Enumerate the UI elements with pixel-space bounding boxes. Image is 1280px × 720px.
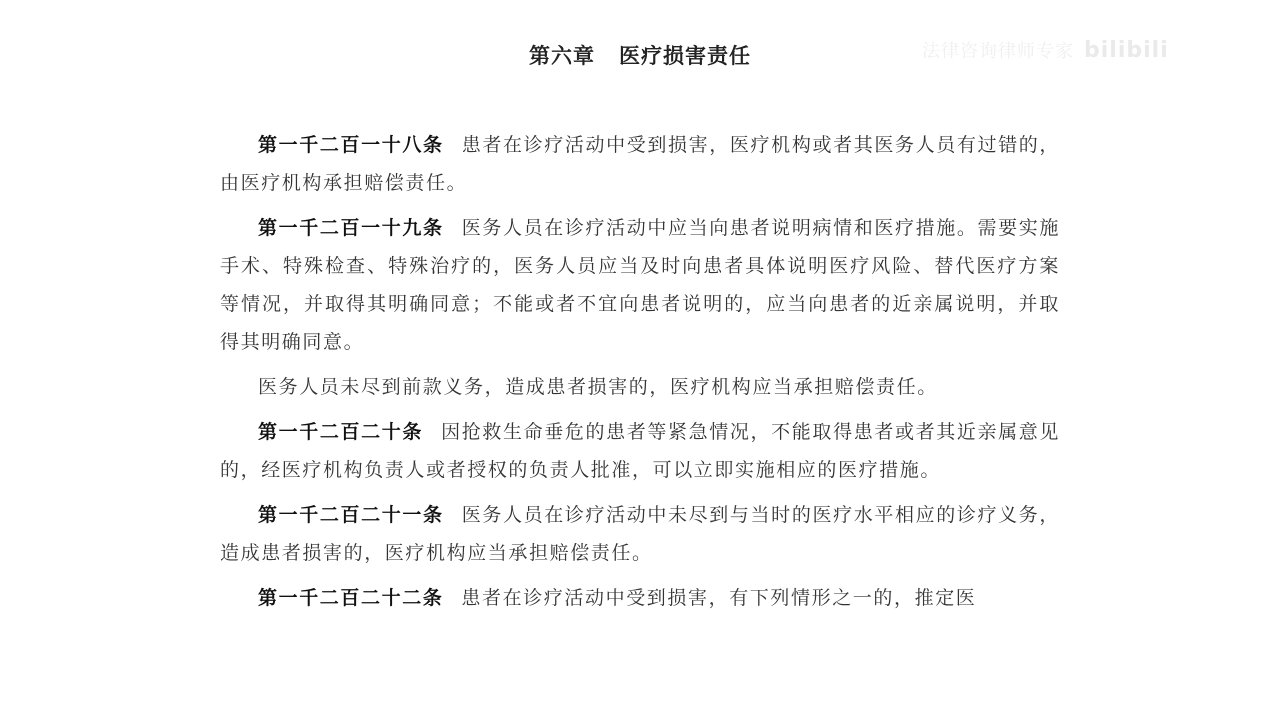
article-number: 第一千二百一十八条 bbox=[258, 134, 444, 156]
chapter-name: 医疗损害责任 bbox=[619, 44, 751, 68]
chapter-title bbox=[0, 37, 1280, 70]
article-text: 因抢救生命垂危的患者等紧急情况，不能取得患者或者其近亲属意见的，经医疗机构负责人或者授权的负责人批准，可以立即实施相应的医疗措施。 bbox=[220, 421, 1060, 481]
watermark-text: 法律咨询律师专家 bbox=[922, 41, 1074, 62]
chapter-number: 第六章 bbox=[529, 44, 595, 68]
article-number: 第一千二百二十一条 bbox=[258, 504, 444, 526]
article-number: 第一千二百一十九条 bbox=[258, 217, 444, 239]
article-text: 医务人员在诊疗活动中未尽到与当时的医疗水平相应的诊疗义务，造成患者损害的，医疗机构应当承担赔偿责任。 bbox=[220, 504, 1061, 564]
paragraph bbox=[220, 496, 1060, 572]
paragraph bbox=[220, 413, 1060, 489]
article-text: 患者在诊疗活动中受到损害，医疗机构或者其医务人员有过错的，由医疗机构承担赔偿责任。 bbox=[220, 134, 1061, 194]
article-number: 第一千二百二十二条 bbox=[258, 587, 444, 609]
article-text: 医务人员在诊疗活动中应当向患者说明病情和医疗措施。需要实施手术、特殊检查、特殊治疗的，医务人员应当及时向患者具体说明医疗风险、替代医疗方案等情况，并取得其明确同意；不能或者不宜向患者说明的，应当向患者的近亲属说明，并取得其明确同意。 bbox=[220, 217, 1061, 353]
paragraph bbox=[220, 579, 1060, 617]
document-body bbox=[220, 126, 1060, 624]
article-text: 医务人员未尽到前款义务，造成患者损害的，医疗机构应当承担赔偿责任。 bbox=[258, 376, 938, 398]
paragraph bbox=[220, 126, 1060, 202]
article-number: 第一千二百二十条 bbox=[258, 421, 424, 443]
paragraph bbox=[220, 209, 1060, 361]
article-text: 患者在诊疗活动中受到损害，有下列情形之一的，推定医 bbox=[461, 587, 977, 609]
paragraph bbox=[220, 368, 1060, 406]
bilibili-logo-icon: bilibili bbox=[1084, 37, 1169, 63]
